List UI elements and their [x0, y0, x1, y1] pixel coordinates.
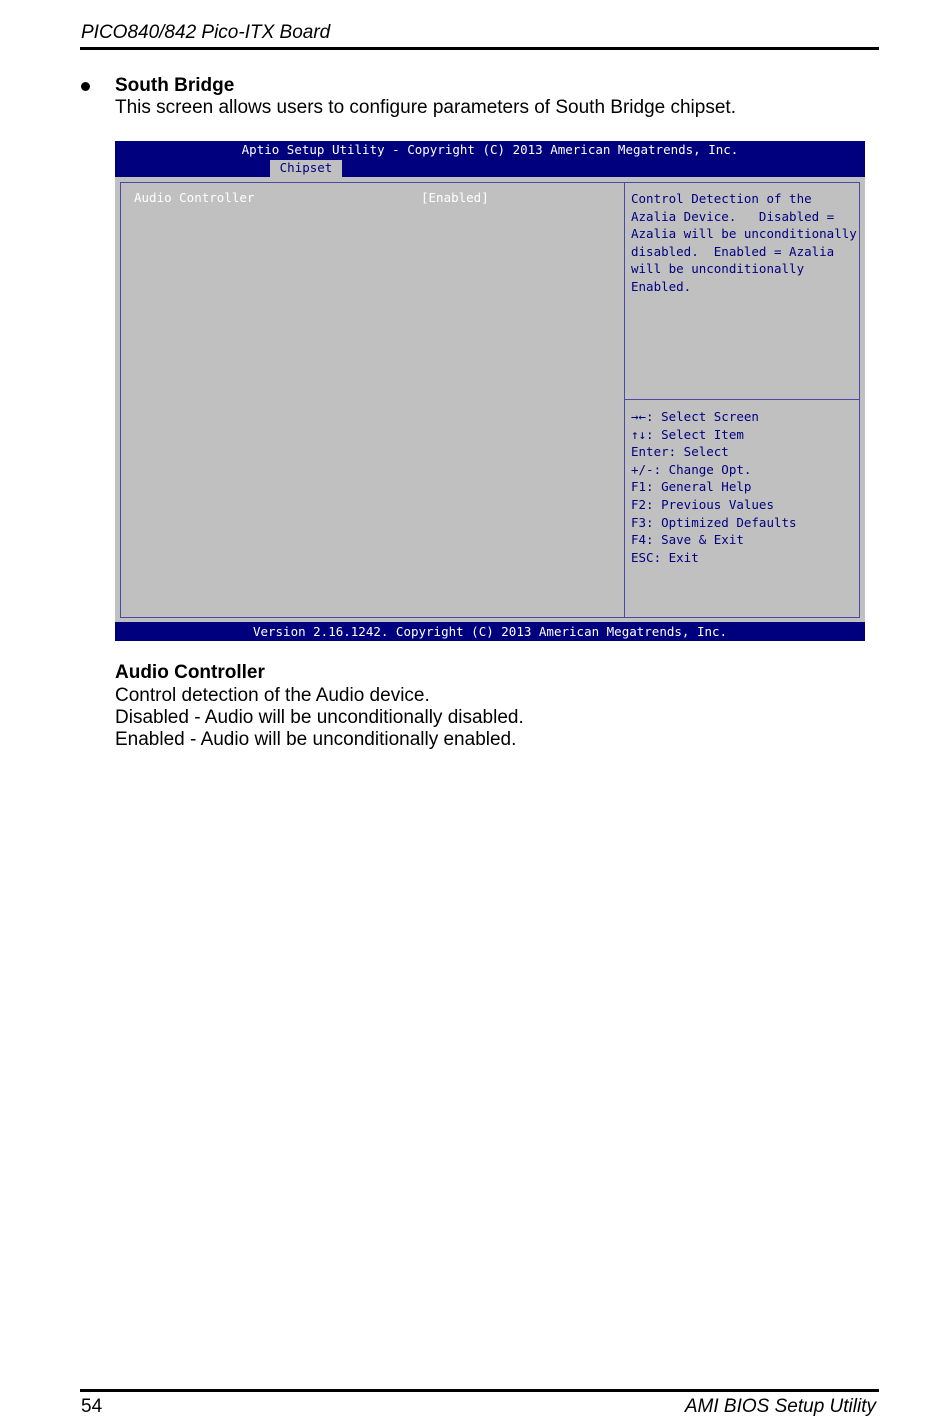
footer-title: AMI BIOS Setup Utility — [684, 1396, 876, 1417]
help-line: Enabled. — [631, 278, 692, 294]
help-line: disabled. Enabled = Azalia — [631, 243, 835, 259]
section-heading: South Bridge — [115, 75, 235, 96]
help-line: will be unconditionally — [631, 261, 805, 277]
key-legend-item: ↑↓: Select Item — [631, 426, 744, 442]
section-intro: This screen allows users to configure parameters of South Bridge chipset. — [115, 97, 736, 118]
description-line: Disabled - Audio will be unconditionally disabled. — [115, 707, 524, 728]
footer-rule — [80, 1389, 879, 1392]
document-header-title: PICO840/842 Pico-ITX Board — [81, 22, 331, 43]
key-legend-item: F4: Save & Exit — [631, 532, 744, 548]
key-legend-item: F1: General Help — [631, 479, 752, 495]
bios-key-legend — [631, 408, 797, 566]
bios-version-bar: Version 2.16.1242. Copyright (C) 2013 American Megatrends, Inc. — [115, 622, 865, 641]
key-legend-item: F2: Previous Values — [631, 496, 774, 512]
help-line: Control Detection of the — [631, 191, 812, 206]
help-line: Azalia will be unconditionally — [631, 226, 857, 242]
key-legend-item: →←: Select Screen — [631, 409, 759, 424]
audio-controller-heading: Audio Controller — [115, 662, 265, 683]
header-rule — [80, 47, 879, 50]
bios-help-text — [631, 190, 857, 296]
bios-tab-chipset[interactable]: Chipset — [270, 160, 342, 177]
bullet-icon — [81, 82, 90, 91]
bios-title-bar — [115, 141, 865, 177]
key-legend-item: Enter: Select — [631, 444, 729, 460]
audio-controller-value[interactable]: [Enabled] — [421, 190, 489, 205]
audio-controller-label[interactable]: Audio Controller — [134, 190, 255, 205]
bios-horizontal-divider — [625, 399, 860, 400]
description-line: Control detection of the Audio device. — [115, 685, 430, 706]
key-legend-item: ESC: Exit — [631, 549, 699, 565]
key-legend-item: F3: Optimized Defaults — [631, 514, 797, 530]
help-line: Azalia Device. Disabled = — [631, 208, 835, 224]
description-line: Enabled - Audio will be unconditionally enabled. — [115, 729, 517, 750]
page-number: 54 — [81, 1396, 103, 1417]
bios-title: Aptio Setup Utility - Copyright (C) 2013 American Megatrends, Inc. — [241, 142, 739, 157]
key-legend-item: +/-: Change Opt. — [631, 461, 752, 477]
bios-screenshot — [115, 141, 865, 641]
